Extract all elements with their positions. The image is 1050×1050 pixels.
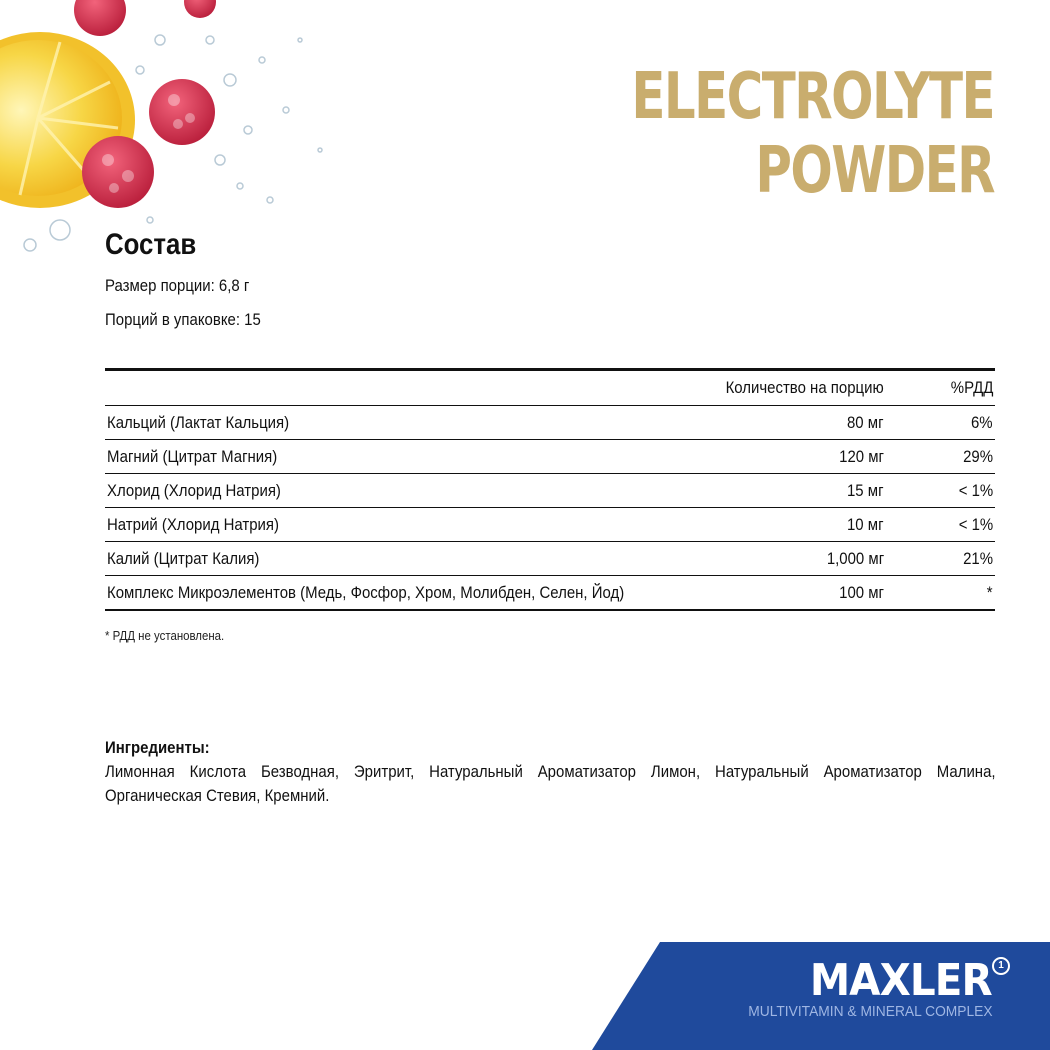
table-row xyxy=(105,406,995,440)
row-name: Хлорид (Хлорид Натрия) xyxy=(105,474,702,508)
header-amount: Количество на порцию xyxy=(702,370,886,406)
serving-size: Размер порции: 6,8 г xyxy=(105,276,250,295)
row-amount: 10 мг xyxy=(702,508,886,542)
row-amount: 120 мг xyxy=(702,440,886,474)
product-title-line2: POWDER xyxy=(755,134,994,208)
table-row xyxy=(105,440,995,474)
row-name: Кальций (Лактат Кальция) xyxy=(105,406,702,440)
row-amount: 100 мг xyxy=(838,582,884,602)
table-row xyxy=(105,508,995,542)
table-row xyxy=(105,474,995,508)
row-rdd: 6% xyxy=(886,406,995,440)
row-rdd: 21% xyxy=(886,542,995,576)
brand-logo: MAXLER xyxy=(810,955,992,1006)
lemon-raspberry-splash-image xyxy=(0,0,340,260)
ingredients-text: Лимонная Кислота Безводная, Эритрит, Натуральный Ароматизатор Лимон, Натуральный Ароматизатор Малина, Органическая Стевия, Кремний. xyxy=(105,762,996,805)
brand-tagline: MULTIVITAMIN & MINERAL COMPLEX xyxy=(748,1003,993,1020)
servings-per-container: Порций в упаковке: 15 xyxy=(105,310,261,329)
ingredients-heading: Ингредиенты: xyxy=(105,738,210,757)
row-amount: 15 мг xyxy=(702,474,886,508)
row-name: Магний (Цитрат Магния) xyxy=(105,440,702,474)
table-row xyxy=(105,542,995,576)
nutrition-table xyxy=(105,368,995,611)
row-name: Натрий (Хлорид Натрия) xyxy=(105,508,702,542)
row-rdd: * xyxy=(987,582,993,602)
row-rdd: < 1% xyxy=(886,508,995,542)
row-amount: 80 мг xyxy=(702,406,886,440)
row-name: Калий (Цитрат Калия) xyxy=(105,542,702,576)
header-name xyxy=(105,370,702,406)
row-name: Комплекс Микроэлементов (Медь, Фосфор, Хром, Молибден, Селен, Йод) xyxy=(107,582,625,602)
row-amount: 1,000 мг xyxy=(702,542,886,576)
row-rdd: 29% xyxy=(886,440,995,474)
composition-title: Состав xyxy=(105,228,197,261)
rdd-footnote: * РДД не установлена. xyxy=(105,628,225,643)
table-header-row xyxy=(105,370,995,406)
brand-registered-mark: 1 xyxy=(992,957,1010,975)
product-title-line1: ELECTROLYTE xyxy=(631,60,994,134)
product-title xyxy=(631,60,994,208)
header-rdd: %РДД xyxy=(886,370,995,406)
table-row xyxy=(105,576,995,611)
row-rdd: < 1% xyxy=(886,474,995,508)
